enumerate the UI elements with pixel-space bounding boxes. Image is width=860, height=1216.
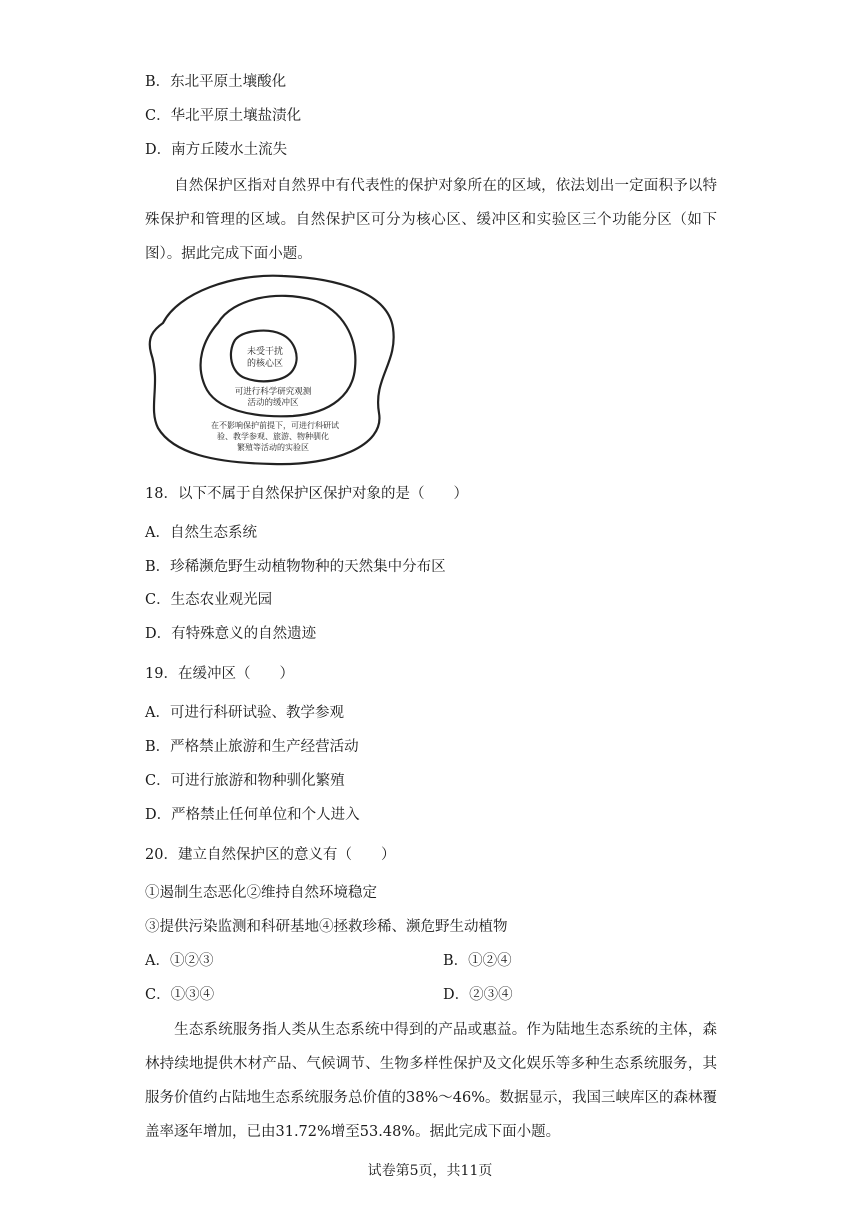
question-20-stem: 20．建立自然保护区的意义有（ ） <box>145 847 396 863</box>
question-18-stem: 18．以下不属于自然保护区保护对象的是（ ） <box>145 486 468 502</box>
q17-option-c: C．华北平原土壤盐渍化 <box>145 108 302 124</box>
q18-option-a: A．自然生态系统 <box>145 525 257 541</box>
q20-option-c: C．①③④ <box>145 987 215 1003</box>
q19-option-a: A．可进行科研试验、教学参观 <box>145 705 344 721</box>
q17-option-b: B．东北平原土壤酸化 <box>145 74 287 90</box>
experiment-zone-label-3: 繁殖等活动的实验区 <box>237 443 309 452</box>
q18-option-b: B．珍稀濒危野生动植物物种的天然集中分布区 <box>145 559 446 575</box>
q18-option-d: D．有特殊意义的自然遗迹 <box>145 626 317 642</box>
intro-paragraph-1: 自然保护区指对自然界中有代表性的保护对象所在的区域，依法划出一定面积予以特殊保护和管理的区域。自然保护区可分为核心区、缓冲区和实验区三个功能分区（如下图）。据此完成下面小题。 <box>145 178 717 262</box>
experiment-zone-label-2: 验、教学参观、旅游、物种驯化 <box>217 432 329 441</box>
core-zone-label-1: 未受干扰 <box>246 347 284 357</box>
q19-option-b: B．严格禁止旅游和生产经营活动 <box>145 739 359 755</box>
q17-option-d: D．南方丘陵水土流失 <box>145 142 288 158</box>
protection-zone-diagram <box>143 268 398 468</box>
q19-option-c: C．可进行旅游和物种驯化繁殖 <box>145 773 345 789</box>
intro-paragraph-2: 生态系统服务指人类从生态系统中得到的产品或惠益。作为陆地生态系统的主体，森林持续地提供木材产品、气候调节、生物多样性保护及文化娱乐等多种生态系统服务，其服务价值约占陆地生态系统服务总价值的38%～46%。数据显示，我国三峡库区的森林覆盖率逐年增加，已由31.72%增至53.48%。据此完成下面小题。 <box>145 1022 717 1140</box>
q20-option-d: D．②③④ <box>443 987 513 1003</box>
page-footer: 试卷第5页，共11页 <box>367 1163 493 1179</box>
q19-option-d: D．严格禁止任何单位和个人进入 <box>145 807 360 823</box>
buffer-zone-label-2: 活动的缓冲区 <box>247 398 299 408</box>
q20-option-a: A．①②③ <box>145 953 214 969</box>
experiment-zone-label-1: 在不影响保护前提下，可进行科研试 <box>211 421 339 430</box>
buffer-zone-label-1: 可进行科学研究观测 <box>234 387 312 397</box>
q20-statement-1: ①遏制生态恶化②维持自然环境稳定 <box>145 885 377 901</box>
core-zone-label-2: 的核心区 <box>246 359 284 369</box>
question-19-stem: 19．在缓冲区（ ） <box>145 666 294 682</box>
q20-option-b: B．①②④ <box>443 953 512 969</box>
q20-statement-2: ③提供污染监测和科研基地④拯救珍稀、濒危野生动植物 <box>145 919 508 935</box>
q18-option-c: C．生态农业观光园 <box>145 592 273 608</box>
